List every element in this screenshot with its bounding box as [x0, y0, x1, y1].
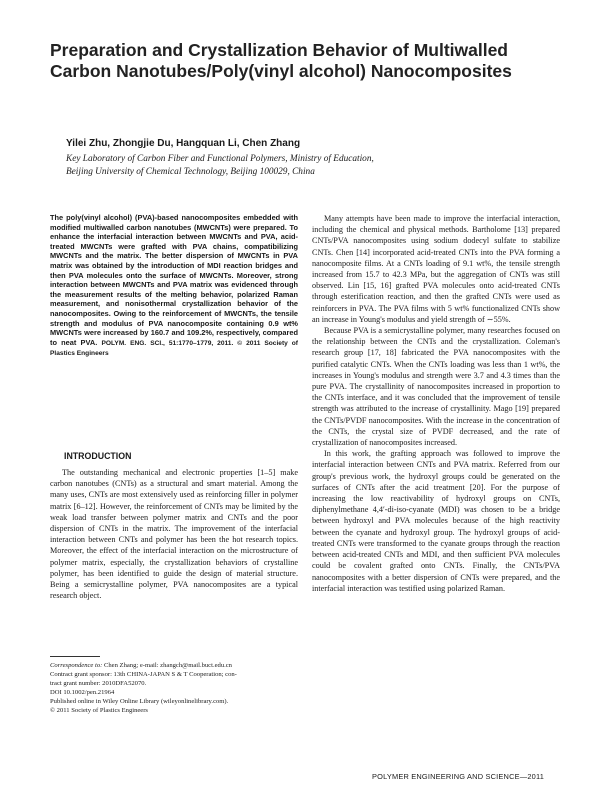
footnote-correspondence: Correspondence to: Chen Zhang; e-mail: zhangch@mail.buct.edu.cn — [50, 662, 232, 669]
right-paragraph-1: Many attempts have been made to improve the interfacial interaction, including the chemical and physical methods. Bartholome [13] prepared CNTs/PVA nanocomposites using sodium dodecyl sulfate to stabilize CNTs. Chen [14] incorporated acid-treated CNTs into the PVA forming a nanocomposite films. At a CNTs loading of 9.1 wt%, the tensile strength increased from 15.7 to 42.3 MPa, but the aggregation of CNTs was still observed. Lin [15, 16] grafted PVA molecules onto acid-treated CNTs through esterification reaction, and then the grafted CNTs were used as reinforcers in PVA. The PVA films with 5 wt% functionalized CNTs show an increase in Young's modulus and yield strength of ∼55%. — [312, 214, 560, 324]
abstract-citation: POLYM. ENG. SCI., 51:1770–1779, 2011. © 2011 Society of Plastics Engineers — [50, 339, 299, 358]
title-line-1: Preparation and Crystallization Behavior of Multiwalled — [50, 40, 508, 60]
affiliation-line-1: Key Laboratory of Carbon Fiber and Functional Polymers, Ministry of Education, — [66, 154, 374, 164]
right-paragraph-2: Because PVA is a semicrystalline polymer, many researches focused on the relationship between the CNTs and the crystallization. Coleman's research group [17, 18] fabricated the PVA nanocomposites with the purified catalytic CNTs. When the CNTs loading was less than 1 wt%, the increases in Young's modulus and strength were 3.7 and 4.3 times than the pure PVA. The crystallinity of nanocomposites increased in proportion to the CNTs interface, and it was concluded that the improvement of tensile strength was attributed to the increase of crystallinity. Mago [19] prepared the CNTs/PVDF nanocomposites. With the increase in the concentration of the CNTs, the crystal size of PVDF decreased, and the rate of crystallization of nanocomposites increased. — [312, 326, 560, 448]
footnote-grant-2: tract grant number: 2010DFA52070. — [50, 680, 147, 687]
affiliation-line-2: Beijing University of Chemical Technology, Beijing 100029, China — [66, 167, 315, 177]
footnote-copyright: © 2011 Society of Plastics Engineers — [50, 707, 148, 714]
section-heading-introduction: INTRODUCTION — [64, 451, 132, 461]
footnote-doi: DOI 10.1002/pen.21964 — [50, 689, 115, 696]
footnote-published: Published online in Wiley Online Library (wileyonlinelibrary.com). — [50, 698, 229, 705]
footnote-grant-1: Contract grant sponsor: 13th CHINA-JAPAN S & T Cooperation; con- — [50, 671, 237, 678]
running-footer: POLYMER ENGINEERING AND SCIENCE—2011 — [372, 772, 545, 781]
abstract — [50, 213, 298, 359]
right-column-top — [312, 213, 560, 594]
footnotes — [50, 661, 298, 715]
article-title — [50, 40, 570, 82]
right-paragraph-3: In this work, the grafting approach was followed to improve the interfacial interaction between CNTs and PVA matrix. Referred from our group's previous work, the hydroxyl groups could be generated on the surfaces of CNTs after the acid treatment [20]. For the purpose of increasing the low reactivability of hydroxyl groups on CNTs, diphenylmethane 4,4′-di-iso-cyanate (MDI) was chosen to be a bridge between hydroxyl and PVA molecules because of the high reactivity between the cyanate and hydroxyl group. The hydroxyl groups of acid-treated CNTs were transformed to the cyanate groups through the reaction between acid-treated CNTs and MDI, and then sufficient PVA molecules could be covalent grafted onto CNTs. Finally, the CNTs/PVA nanocomposites with a better dispersion of CNTs were prepared, and the interfacial interaction was testified using polarized Raman. — [312, 449, 560, 593]
intro-paragraph: The outstanding mechanical and electronic properties [1–5] make carbon nanotubes (CNTs) as a structural and smart material. Among the many uses, CNTs are most extensively used as reinforcing filler in polymer matrix [6–12]. However, the reinforcement of CNTs may be limited by the weak load transfer between polymer matrix and CNTs and the poor dispersion of CNTs in the matrix. The improvement of the interfacial interaction between CNTs and polymer has been the hot research topics. Moreover, the effect of the interfacial interaction on the microstructure of polymer matrix, especially, the crystallization behaviors of crystalline polymer, has been identified to guide the design of material structure. Being a semicrystalline polymer, PVA nanocomposites are a typical research object. — [50, 468, 298, 601]
introduction-body — [50, 467, 298, 601]
abstract-text: The poly(vinyl alcohol) (PVA)-based nanocomposites embedded with modified multiwalled carbon nanotubes (MWCNTs) were prepared. To enhance the interfacial interaction between MWCNTs and PVA, acid-treated MWCNTs were grafted with PVA chains, compatibilizing MWCNTs and the matrix. The better dispersion of MWCNTs in PVA matrix was obtained by the introduction of MDI reaction bridges and then PVA molecules onto the surface of MWCNTs. Moreover, strong interaction between MWCNTs and PVA matrix was evidenced through the measurement results of the melting behavior, polarized Raman measurement, and nonisothermal crystallization behavior of the nanocomposites. Owing to the reinforcement of MWCNTs, the tensile strength and modulus of PVA nanocomposite containing 0.9 wt% MWCNTs were increased by 160.7 and 109.2%, respectively, compared to neat PVA. — [50, 213, 298, 347]
affiliation — [66, 153, 546, 179]
title-line-2: Carbon Nanotubes/Poly(vinyl alcohol) Nanocomposites — [50, 61, 512, 81]
author-list: Yilei Zhu, Zhongjie Du, Hangquan Li, Chen Zhang — [66, 138, 301, 149]
footnote-divider — [50, 656, 100, 657]
